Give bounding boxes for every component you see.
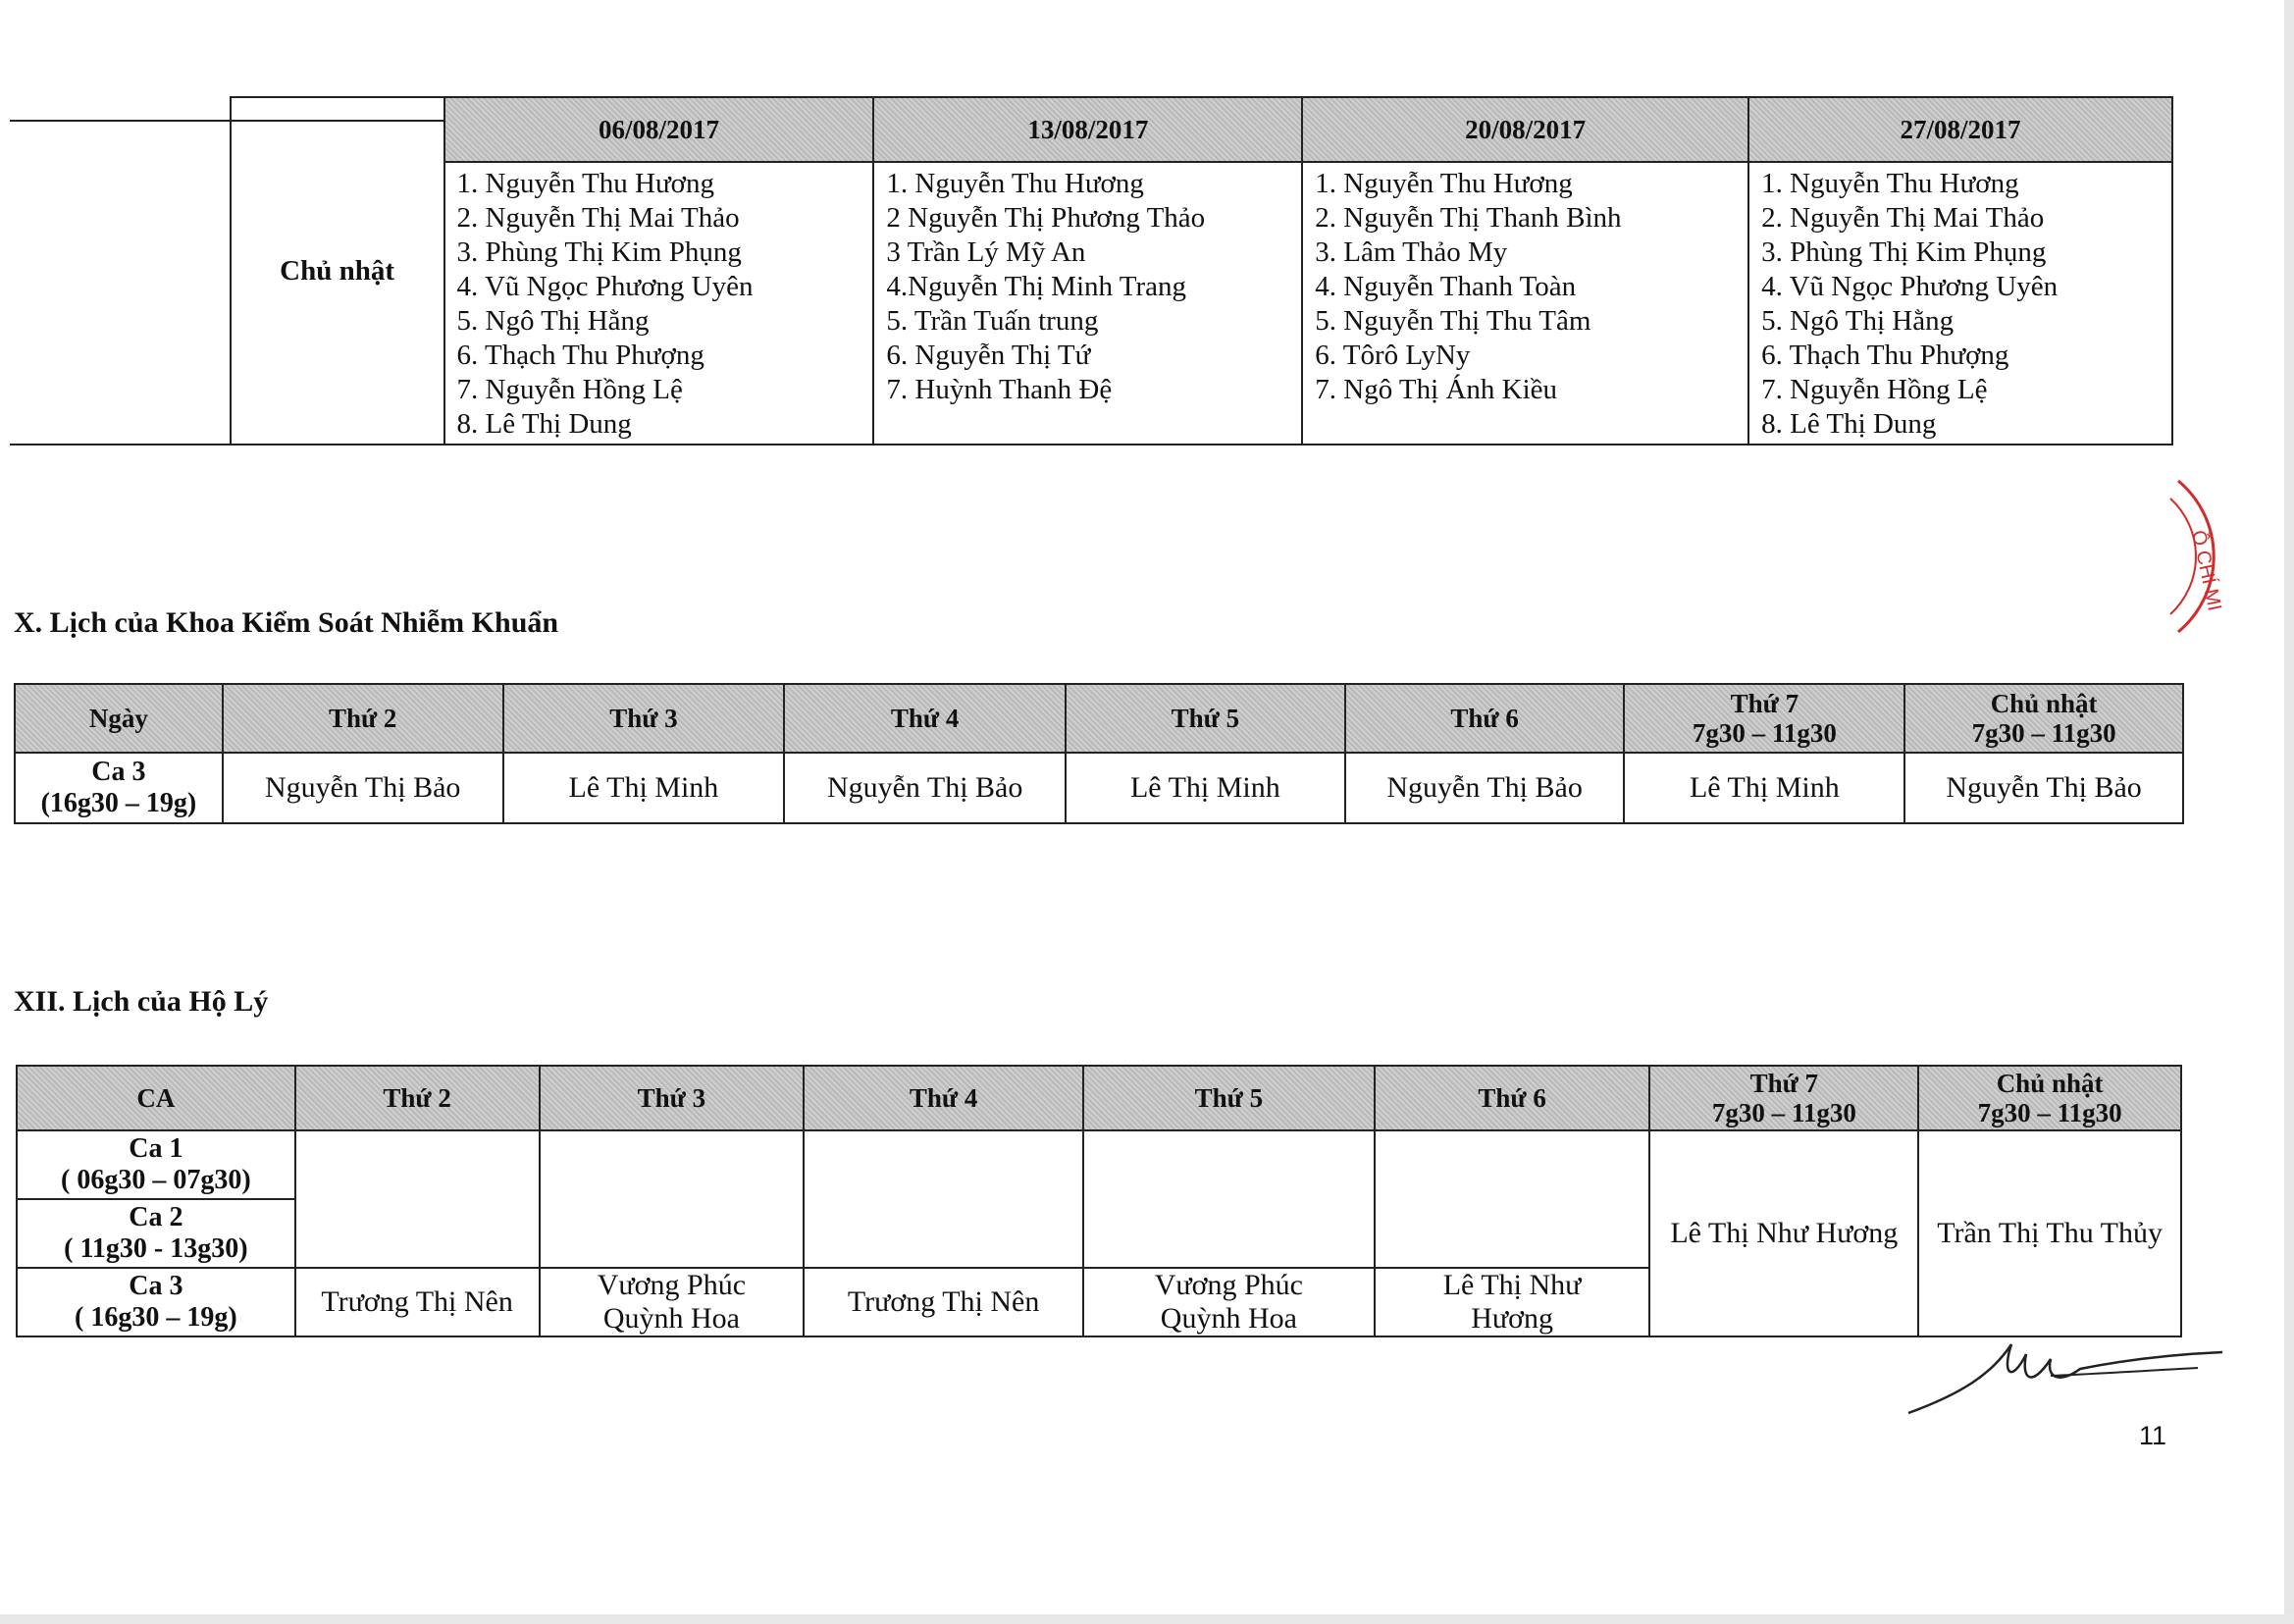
header-time: 7g30 – 11g30 xyxy=(1971,718,2116,748)
header-cell: Thứ 5 xyxy=(1083,1066,1375,1130)
header-cell: Thứ 2 xyxy=(295,1066,540,1130)
shift-name: Ca 2 xyxy=(129,1202,183,1232)
list-item: 1. Nguyễn Thu Hương xyxy=(1761,168,2019,199)
list-item: 6. Nguyễn Thị Tứ xyxy=(886,340,1091,371)
name-list xyxy=(1302,162,1748,445)
table-cell: Nguyễn Thị Bảo xyxy=(1904,753,2183,823)
cell-line: Quỳnh Hoa xyxy=(1160,1302,1297,1335)
list-item: 3. Phùng Thị Kim Phụng xyxy=(456,236,742,268)
shift-cell xyxy=(17,1268,295,1336)
list-item: 4. Vũ Ngọc Phương Uyên xyxy=(1761,271,2059,302)
header-cell: Thứ 6 xyxy=(1345,684,1625,753)
list-item: 5. Trần Tuấn trung xyxy=(886,305,1099,337)
header-cell: Thứ 3 xyxy=(503,684,785,753)
stamp-text: Ồ CHÍ MI xyxy=(2187,528,2225,613)
date-header: 13/08/2017 xyxy=(873,97,1302,162)
header-cell xyxy=(1904,684,2183,753)
header-time: 7g30 – 11g30 xyxy=(1977,1098,2122,1127)
header-cell: Thứ 6 xyxy=(1375,1066,1650,1130)
list-item: 1. Nguyễn Thu Hương xyxy=(456,168,715,199)
cell-line: Lê Thị Như xyxy=(1442,1269,1582,1301)
list-item: 2. Nguyễn Thị Mai Thảo xyxy=(456,202,740,234)
list-item: 6. Tôrô LyNy xyxy=(1315,340,1471,371)
table-cell: Nguyễn Thị Bảo xyxy=(784,753,1066,823)
header-cell: Thứ 5 xyxy=(1066,684,1345,753)
header-cell: CA xyxy=(17,1066,295,1130)
header-cell: Thứ 3 xyxy=(540,1066,805,1130)
sunday-schedule-table xyxy=(10,96,2173,445)
table-cell xyxy=(804,1268,1083,1336)
red-stamp-icon xyxy=(2168,473,2267,640)
list-item: 3. Lâm Thảo My xyxy=(1315,236,1508,268)
header-time: 7g30 – 11g30 xyxy=(1692,718,1837,748)
empty-cell xyxy=(804,1130,1083,1268)
header-day: Chủ nhật xyxy=(1996,1069,2104,1098)
header-time: 7g30 – 11g30 xyxy=(1711,1098,1856,1127)
header-cell xyxy=(1918,1066,2181,1130)
empty-cell xyxy=(295,1130,540,1268)
list-item: 3. Phùng Thị Kim Phụng xyxy=(1761,236,2047,268)
shift-time: ( 16g30 – 19g) xyxy=(75,1302,237,1333)
list-item: 5. Ngô Thị Hằng xyxy=(1761,305,1955,337)
saturday-cell: Lê Thị Như Hương xyxy=(1649,1130,1918,1336)
header-cell: Thứ 2 xyxy=(223,684,503,753)
list-item: 7. Nguyễn Hồng Lệ xyxy=(456,374,683,405)
header-cell xyxy=(1649,1066,1918,1130)
shift-name: Ca 3 xyxy=(91,757,146,787)
sunday-cell: Trần Thị Thu Thủy xyxy=(1918,1130,2181,1336)
list-item: 1. Nguyễn Thu Hương xyxy=(1315,168,1573,199)
header-day: Thứ 7 xyxy=(1749,1069,1819,1098)
list-item: 7. Huỳnh Thanh Đệ xyxy=(886,374,1113,405)
shift-cell xyxy=(15,753,223,823)
list-item: 7. Ngô Thị Ánh Kiều xyxy=(1315,374,1558,405)
list-item: 4. Vũ Ngọc Phương Uyên xyxy=(456,271,754,302)
table-cell xyxy=(295,1268,540,1336)
list-item: 2. Nguyễn Thị Mai Thảo xyxy=(1761,202,2045,234)
table-cell: Nguyễn Thị Bảo xyxy=(223,753,503,823)
table-cell: Lê Thị Minh xyxy=(1624,753,1904,823)
empty-cell xyxy=(540,1130,805,1268)
table-cell: Lê Thị Minh xyxy=(1066,753,1345,823)
cell-line: Trương Thị Nên xyxy=(847,1285,1040,1318)
header-day: Thứ 7 xyxy=(1730,689,1799,718)
list-item: 2 Nguyễn Thị Phương Thảo xyxy=(886,202,1206,234)
list-item: 6. Thạch Thu Phượng xyxy=(1761,340,2009,371)
section-title-ksnk: X. Lịch của Khoa Kiểm Soát Nhiễm Khuẩn xyxy=(14,606,559,639)
ksnk-schedule-table xyxy=(14,683,2184,824)
header-cell xyxy=(1624,684,1904,753)
list-item: 5. Nguyễn Thị Thu Tâm xyxy=(1315,305,1591,337)
scan-edge-bottom xyxy=(0,1614,2294,1624)
table-cell xyxy=(540,1268,805,1336)
cell-line: Vương Phúc xyxy=(597,1269,747,1301)
list-item: 4.Nguyễn Thị Minh Trang xyxy=(886,271,1186,302)
header-cell: Ngày xyxy=(15,684,223,753)
table-cell: Nguyễn Thị Bảo xyxy=(1345,753,1625,823)
list-item: 2. Nguyễn Thị Thanh Bình xyxy=(1315,202,1622,234)
list-item: 8. Lê Thị Dung xyxy=(1761,408,1937,440)
list-item: 8. Lê Thị Dung xyxy=(456,408,632,440)
name-list xyxy=(1748,162,2172,445)
list-item: 4. Nguyễn Thanh Toàn xyxy=(1315,271,1577,302)
shift-time: (16g30 – 19g) xyxy=(40,788,197,818)
empty-cell xyxy=(1375,1130,1650,1268)
shift-time: ( 11g30 - 13g30) xyxy=(64,1233,248,1264)
cell-line: Vương Phúc xyxy=(1154,1269,1303,1301)
header-cell: Thứ 4 xyxy=(804,1066,1083,1130)
table-cell xyxy=(1083,1268,1375,1336)
date-header: 06/08/2017 xyxy=(444,97,874,162)
empty-cell xyxy=(1083,1130,1375,1268)
section-title-holy: XII. Lịch của Hộ Lý xyxy=(14,985,269,1018)
cell-line: Hương xyxy=(1471,1302,1553,1335)
scan-edge-right xyxy=(2284,0,2294,1624)
page-number: 11 xyxy=(2139,1421,2167,1450)
date-header: 27/08/2017 xyxy=(1748,97,2172,162)
shift-cell xyxy=(17,1199,295,1268)
table-cell xyxy=(1375,1268,1650,1336)
holy-schedule-table xyxy=(16,1065,2182,1337)
name-list xyxy=(873,162,1302,445)
shift-cell xyxy=(17,1130,295,1199)
header-day: Chủ nhật xyxy=(1990,689,2098,718)
date-header: 20/08/2017 xyxy=(1302,97,1748,162)
day-label: Chủ nhật xyxy=(231,97,444,445)
signature-icon xyxy=(1903,1315,2227,1423)
shift-time: ( 06g30 – 07g30) xyxy=(61,1165,251,1195)
cell-line: Trương Thị Nên xyxy=(321,1285,513,1318)
cell-line: Quỳnh Hoa xyxy=(602,1302,740,1335)
header-cell: Thứ 4 xyxy=(784,684,1066,753)
list-item: 5. Ngô Thị Hằng xyxy=(456,305,650,337)
shift-name: Ca 1 xyxy=(129,1133,183,1164)
shift-name: Ca 3 xyxy=(129,1271,183,1301)
list-item: 6. Thạch Thu Phượng xyxy=(456,340,704,371)
name-list xyxy=(444,162,874,445)
blank-cell xyxy=(10,97,231,445)
list-item: 7. Nguyễn Hồng Lệ xyxy=(1761,374,1988,405)
list-item: 3 Trần Lý Mỹ An xyxy=(886,236,1086,268)
list-item: 1. Nguyễn Thu Hương xyxy=(886,168,1144,199)
table-cell: Lê Thị Minh xyxy=(503,753,785,823)
